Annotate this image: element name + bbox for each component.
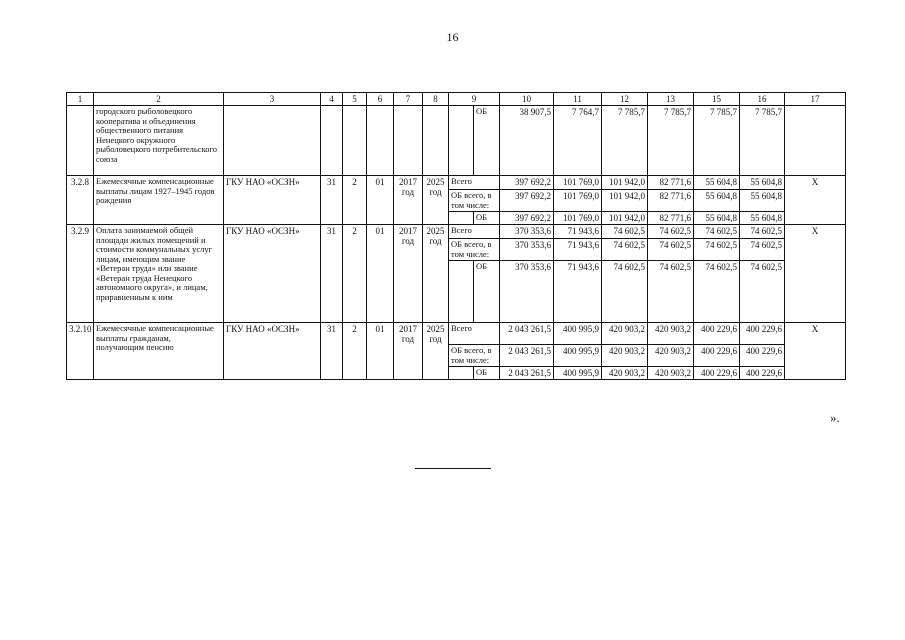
amount-cell: 400 995,9 (554, 323, 602, 345)
code-cell: 2 (343, 323, 367, 380)
amount-cell: 101 769,0 (554, 176, 602, 190)
amount-cell: 400 229,6 (740, 367, 785, 380)
amount-cell: 400 995,9 (554, 345, 602, 367)
amount-cell: 370 353,6 (500, 239, 554, 261)
code-cell: 31 (321, 176, 343, 225)
measure-description: Ежемесячные компенсационные выплаты лицам 1927–1945 годов рождения (94, 176, 224, 225)
table-row (67, 106, 846, 176)
amount-cell: 400 229,6 (694, 323, 740, 345)
amount-cell: 370 353,6 (500, 261, 554, 323)
amount-cell: 74 602,5 (740, 225, 785, 239)
amount-cell: 7 785,7 (740, 106, 785, 176)
amount-cell: 55 604,8 (740, 212, 785, 225)
amount-cell: 7 785,7 (694, 106, 740, 176)
amount-cell: 420 903,2 (648, 367, 694, 380)
funding-label: ОБ всего, в том числе: (449, 190, 500, 212)
amount-cell: 7 764,7 (554, 106, 602, 176)
header-cell: 3 (224, 93, 321, 106)
amount-cell: 71 943,6 (554, 261, 602, 323)
amount-cell: 55 604,8 (694, 176, 740, 190)
amount-cell: 38 907,5 (500, 106, 554, 176)
amount-cell: 400 229,6 (694, 367, 740, 380)
funding-label: ОБ (474, 261, 500, 323)
measure-description: Ежемесячные компенсационные выплаты гражданам, получающим пенсию (94, 323, 224, 380)
code-cell: 31 (321, 225, 343, 323)
code-cell: 01 (367, 323, 394, 380)
amount-cell: 82 771,6 (648, 212, 694, 225)
header-cell: 9 (449, 93, 500, 106)
amount-cell: 55 604,8 (694, 190, 740, 212)
funding-label: ОБ всего, в том числе: (449, 345, 500, 367)
amount-cell: 7 785,7 (648, 106, 694, 176)
amount-cell: 101 942,0 (602, 212, 648, 225)
amount-cell: 74 602,5 (740, 261, 785, 323)
header-cell: 10 (500, 93, 554, 106)
header-cell: 13 (648, 93, 694, 106)
funding-label: Всего (449, 176, 500, 190)
organization: ГКУ НАО «ОСЗН» (224, 225, 321, 323)
header-cell: 11 (554, 93, 602, 106)
header-row (67, 93, 846, 106)
start-year: 2017 год (394, 176, 423, 225)
amount-cell: 7 785,7 (602, 106, 648, 176)
amount-cell: 74 602,5 (602, 225, 648, 239)
amount-cell: 400 229,6 (740, 323, 785, 345)
organization: ГКУ НАО «ОСЗН» (224, 323, 321, 380)
funding-label: ОБ всего, в том числе: (449, 239, 500, 261)
funding-label: ОБ (474, 212, 500, 225)
measure-number: 3.2.8 (67, 176, 94, 225)
funding-label: Всего (449, 323, 500, 345)
code-cell: 2 (343, 225, 367, 323)
end-year: 2025 год (423, 225, 449, 323)
amount-cell: 74 602,5 (694, 239, 740, 261)
note-cell: Х (785, 176, 846, 225)
header-cell: 2 (94, 93, 224, 106)
amount-cell: 397 692,2 (500, 176, 554, 190)
measure-description: Оплата занимаемой общей площади жилых помещений и стоимости коммунальных услуг лицам, имеющим звание «Ветеран труда» или звание «Ветеран труда Ненецкого автономного округа», и лицам, приравненным к ним (94, 225, 224, 323)
amount-cell: 74 602,5 (694, 225, 740, 239)
amount-cell: 74 602,5 (740, 239, 785, 261)
amount-cell: 400 229,6 (740, 345, 785, 367)
amount-cell: 101 769,0 (554, 190, 602, 212)
amount-cell: 55 604,8 (694, 212, 740, 225)
measure-description: городского рыболовецкого кооператива и объединения общественного питания Ненецкого окружного рыболовецкого потребительского союза (94, 106, 224, 176)
amount-cell: 397 692,2 (500, 190, 554, 212)
header-cell: 6 (367, 93, 394, 106)
amount-cell: 82 771,6 (648, 176, 694, 190)
header-cell: 5 (343, 93, 367, 106)
code-cell: 31 (321, 323, 343, 380)
note-cell: Х (785, 225, 846, 323)
header-cell: 8 (423, 93, 449, 106)
closing-quote: ». (830, 410, 840, 425)
header-cell: 15 (694, 93, 740, 106)
amount-cell: 420 903,2 (602, 345, 648, 367)
table-row (67, 323, 846, 345)
code-cell: 01 (367, 176, 394, 225)
amount-cell: 2 043 261,5 (500, 345, 554, 367)
amount-cell: 397 692,2 (500, 212, 554, 225)
amount-cell: 55 604,8 (740, 190, 785, 212)
budget-table (66, 92, 846, 380)
organization: ГКУ НАО «ОСЗН» (224, 176, 321, 225)
note-cell: Х (785, 323, 846, 380)
table-row (67, 225, 846, 239)
end-year: 2025 год (423, 176, 449, 225)
amount-cell: 71 943,6 (554, 225, 602, 239)
amount-cell: 82 771,6 (648, 190, 694, 212)
amount-cell: 400 995,9 (554, 367, 602, 380)
amount-cell: 55 604,8 (740, 176, 785, 190)
funding-source: ОБ (474, 106, 500, 176)
amount-cell: 400 229,6 (694, 345, 740, 367)
code-cell: 2 (343, 176, 367, 225)
amount-cell: 74 602,5 (694, 261, 740, 323)
amount-cell: 101 942,0 (602, 176, 648, 190)
amount-cell: 101 769,0 (554, 212, 602, 225)
measure-number: 3.2.9 (67, 225, 94, 323)
measure-number: 3.2.10 (67, 323, 94, 380)
start-year: 2017 год (394, 225, 423, 323)
funding-label: ОБ (474, 367, 500, 380)
code-cell: 01 (367, 225, 394, 323)
header-cell: 7 (394, 93, 423, 106)
funding-label: Всего (449, 225, 500, 239)
end-year: 2025 год (423, 323, 449, 380)
amount-cell: 420 903,2 (602, 323, 648, 345)
start-year: 2017 год (394, 323, 423, 380)
page-number: 16 (446, 30, 459, 44)
amount-cell: 71 943,6 (554, 239, 602, 261)
header-cell: 12 (602, 93, 648, 106)
divider-line (415, 468, 491, 469)
amount-cell: 74 602,5 (648, 261, 694, 323)
amount-cell: 420 903,2 (602, 367, 648, 380)
amount-cell: 420 903,2 (648, 345, 694, 367)
header-cell: 4 (321, 93, 343, 106)
header-cell: 17 (785, 93, 846, 106)
amount-cell: 74 602,5 (648, 225, 694, 239)
amount-cell: 2 043 261,5 (500, 367, 554, 380)
amount-cell: 74 602,5 (602, 261, 648, 323)
table-row (67, 176, 846, 190)
header-cell: 1 (67, 93, 94, 106)
amount-cell: 101 942,0 (602, 190, 648, 212)
amount-cell: 2 043 261,5 (500, 323, 554, 345)
amount-cell: 370 353,6 (500, 225, 554, 239)
header-cell: 16 (740, 93, 785, 106)
amount-cell: 74 602,5 (602, 239, 648, 261)
amount-cell: 420 903,2 (648, 323, 694, 345)
amount-cell: 74 602,5 (648, 239, 694, 261)
